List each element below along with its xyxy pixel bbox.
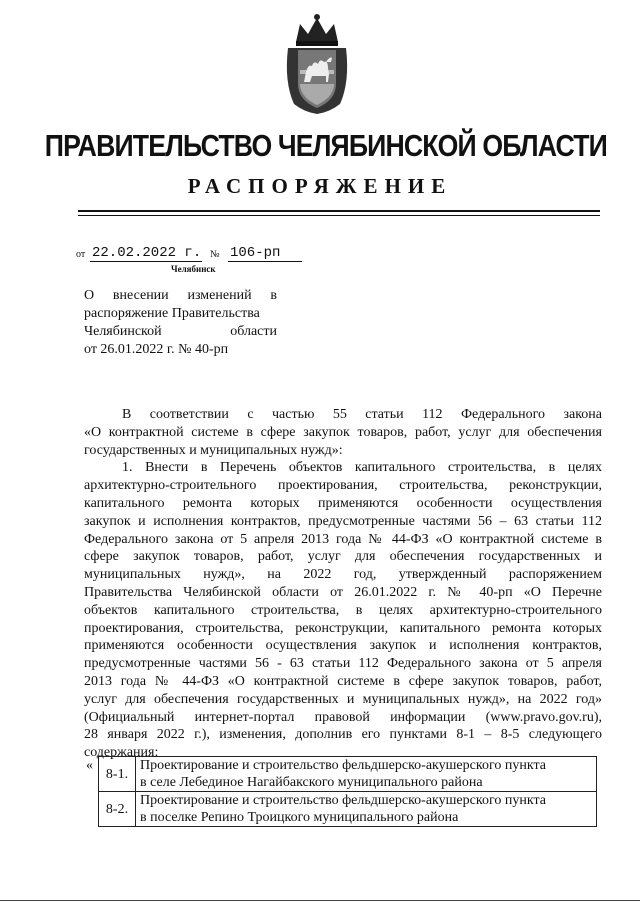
date-label: от	[76, 249, 86, 260]
body-line: архитектурно-строительного проектирования, строительства, реконструкции,	[84, 478, 602, 494]
document-type: РАСПОРЯЖЕНИЕ	[187, 174, 453, 198]
document-number: 106-рп	[228, 245, 302, 262]
city-name: Челябинск	[171, 264, 216, 274]
document-date: 22.02.2022 г.	[92, 245, 202, 261]
subject-line: от 26.01.2022 г. № 40-рп	[84, 342, 229, 357]
item-text	[136, 792, 597, 827]
body-line: услуг для обеспечения государственных и муниципальных нужд», на 2022 год»	[84, 691, 602, 707]
document-subject	[84, 287, 277, 359]
item-number: 8-1.	[99, 757, 136, 792]
body-line: сфере закупок товаров, работ, услуг для обеспечения государственных и	[84, 549, 602, 565]
body-line: закупок и исполнения контрактов, предусмотренные частями 56 – 63 статьи 112	[84, 513, 602, 529]
subject-line: Челябинской области	[84, 324, 277, 339]
body-line: 28 января 2022 г.), изменения, дополнив его пунктами 8-1 – 8-5 следующего	[84, 727, 602, 743]
table-row	[84, 757, 597, 792]
item-text-line: в селе Лебединое Нагайбакского муниципального района	[140, 775, 483, 790]
subject-line: О внесении изменений в	[84, 288, 277, 303]
body-line: проектирования, строительства, реконструкции, капитального ремонта которых	[84, 620, 602, 636]
header-rule-thin	[78, 215, 600, 216]
page-bottom-edge	[0, 900, 640, 901]
body-line: 1. Внести в Перечень объектов капитального строительства, в целях	[122, 460, 602, 476]
number-label: №	[210, 249, 220, 260]
body-line: 2013 года № 44-ФЗ «О контрактной системе в сфере закупок товаров, работ,	[84, 673, 602, 689]
item-text-line: Проектирование и строительство фельдшерско-акушерского пункта	[140, 793, 546, 808]
government-title: ПРАВИТЕЛЬСТВО ЧЕЛЯБИНСКОЙ ОБЛАСТИ	[44, 128, 607, 163]
chelyabinsk-coat-of-arms-icon	[282, 12, 352, 116]
body-line: Правительства Челябинской области от 26.01.2022 г. № 40-рп «О Перечне	[84, 584, 602, 600]
open-quote: «	[86, 757, 93, 773]
item-number: 8-2.	[99, 792, 136, 827]
body-line: предусмотренные частями 56 - 63 статьи 112 Федерального закона от 5 апреля	[84, 656, 602, 672]
items-table	[84, 756, 597, 827]
header-rule-thick	[78, 210, 600, 212]
document-body	[84, 406, 602, 762]
item-text	[136, 757, 597, 792]
subject-line: распоряжение Правительства	[84, 306, 260, 321]
body-line: капитального ремонта которых применяются особенности осуществления	[84, 495, 602, 511]
body-line: В соответствии с частью 55 статьи 112 Федерального закона	[122, 407, 602, 422]
body-line: (Официальный интернет-портал правовой информации (www.pravo.gov.ru),	[84, 709, 602, 725]
body-line: муниципальных нужд», на 2022 год, утвержденный распоряжением	[84, 567, 602, 583]
body-line: применяются особенности осуществления закупок и исполнения контрактов,	[84, 638, 602, 654]
body-line: Федерального закона от 5 апреля 2013 года № 44-ФЗ «О контрактной системе в	[84, 531, 602, 547]
body-line: содержания:	[84, 745, 159, 761]
body-line: государственных и муниципальных нужд»:	[84, 442, 343, 458]
item-text-line: в поселке Репино Троицкого муниципального района	[140, 810, 459, 825]
item-text-line: Проектирование и строительство фельдшерско-акушерского пункта	[140, 758, 546, 773]
table-row	[84, 792, 597, 827]
body-line: объектов капитального строительства, в целях архитектурно-строительного	[84, 602, 602, 618]
body-line: «О контрактной системе в сфере закупок товаров, работ, услуг для обеспечения	[84, 424, 602, 440]
